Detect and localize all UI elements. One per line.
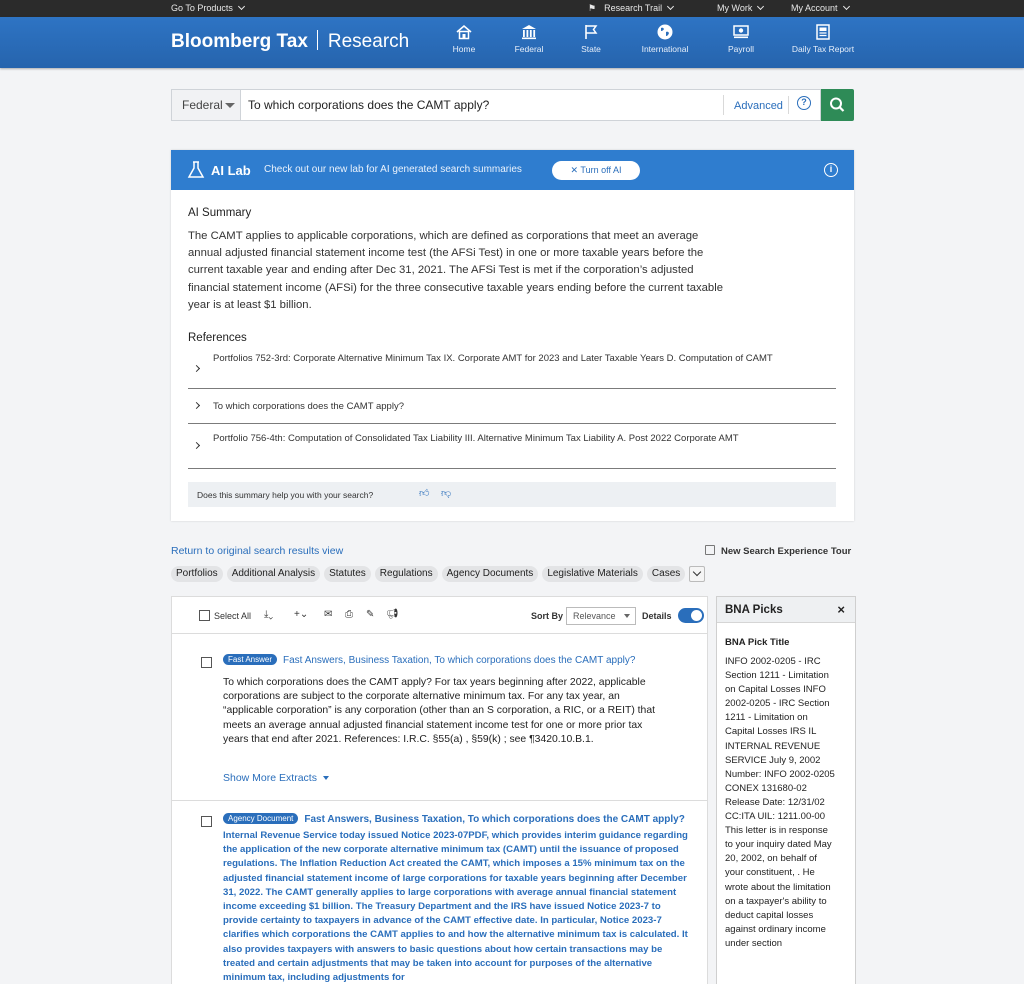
return-to-results-link[interactable]: Return to original search results view: [171, 545, 344, 557]
my-account-label: My Account: [791, 3, 838, 13]
bna-pick-body: INFO 2002-0205 - IRC Section 1211 - Limitation on Capital Losses INFO 2002-0205 - IRC Section 1211 - Limitation on Capital Losses IRS IL INTERNAL REVENUE SERVICE July 9, 2002 Number: INFO 2002-0205 CONEX 131680-02 Release Date: 12/31/02 CC:ITA UIL: 1211.00-00 This letter is in response to your inquiry dated May 20, 2002, on behalf of your constituent, . He wrote about the limitation on a taxpayer's ability to deduct capital losses against ordinary income under section: [725, 656, 835, 949]
filter-chip-additional-analysis[interactable]: Additional Analysis: [227, 566, 320, 582]
details-toggle[interactable]: [678, 608, 704, 623]
nav-state[interactable]: [578, 23, 604, 54]
edit-icon[interactable]: ✎: [366, 609, 375, 620]
show-more-label: Show More Extracts: [223, 772, 317, 784]
result-title-text: Fast Answers, Business Taxation, To which corporations does the CAMT apply?: [283, 655, 636, 666]
nav-payroll-label: Payroll: [728, 44, 754, 54]
caret-down-icon: [323, 776, 329, 780]
print-icon[interactable]: ⎙: [345, 609, 353, 620]
nav-federal-label: Federal: [514, 44, 544, 54]
result-title[interactable]: [223, 813, 685, 825]
newspaper-icon: [814, 23, 832, 41]
result-title[interactable]: [223, 654, 635, 666]
ai-summary-text: The CAMT applies to applicable corporations, which are defined as corporations that meet an average annual adjusted financial statement income test (the AFSi Test) in one or more taxable years before the current taxable year and ending after Dec 31, 2021. The AFSi Test is met if the corporation’s adjusted financial statement income (AFSi) for the three consecutive taxable years ending before the current taxable year is at least $1 billion.: [188, 230, 724, 311]
main-header: [0, 17, 1024, 68]
brand-logo[interactable]: [171, 30, 409, 53]
result-type-badge: Fast Answer: [223, 654, 277, 665]
flag-icon: ⚑: [588, 3, 597, 13]
result-type-badge: Agency Document: [223, 813, 298, 824]
advanced-search-link[interactable]: Advanced: [723, 95, 783, 115]
caret-down-icon: [624, 614, 630, 618]
reference-label: Portfolio 756-4th: Computation of Consolidated Tax Liability III. Alternative Minimum Tax Liability A. Post 2022 Corporate AMT: [213, 433, 739, 444]
home-icon: [455, 23, 473, 41]
sort-value: Relevance: [573, 611, 616, 621]
references-heading: References: [188, 332, 247, 344]
nav-state-label: State: [581, 44, 601, 54]
utility-bar: [0, 0, 1024, 17]
search-scope-dropdown[interactable]: [172, 90, 241, 120]
tour-label: New Search Experience Tour: [721, 546, 852, 557]
result-checkbox[interactable]: [201, 816, 212, 827]
download-icon[interactable]: ⤓⌄: [264, 609, 274, 620]
nav-federal[interactable]: [510, 23, 548, 54]
ai-lab-title: AI Lab: [211, 163, 251, 178]
go-to-products-menu[interactable]: [171, 3, 244, 13]
show-more-extracts-link[interactable]: [223, 772, 329, 784]
chevron-down-icon: [842, 3, 849, 10]
filter-chip-agency-documents[interactable]: Agency Documents: [442, 566, 539, 582]
reference-item[interactable]: [188, 389, 836, 424]
chevron-down-icon: [757, 3, 764, 10]
ai-lab-message: Check out our new lab for AI generated search summaries: [264, 164, 522, 175]
select-all-label: Select All: [214, 611, 252, 621]
result-extract: To which corporations does the CAMT apply? For tax years beginning after 2022, applicable corporations are subject to the corporate alternative minimum tax. For any tax year, an “applicable corporation” is any corporation (other than an S corporation, a RIC, or a REIT) that meets an average annual adjusted financial statement income test for one or more prior tax years that end after 2021. References: I.R.C. §55(a) , §59(k) ; see ¶3420.10.B.1.: [223, 677, 656, 745]
more-filters-button[interactable]: [689, 566, 705, 582]
nav-international[interactable]: [636, 23, 694, 54]
filter-chip-statutes[interactable]: Statutes: [324, 566, 371, 582]
alert-icon[interactable]: 📢︎: [386, 609, 399, 620]
my-work-menu[interactable]: [717, 3, 763, 13]
search-input[interactable]: To which corporations does the CAMT apply?: [248, 98, 490, 112]
chevron-down-icon: [667, 3, 674, 10]
chevron-down-icon: [238, 3, 245, 10]
bna-picks-header: [717, 597, 855, 623]
results-toolbar: [172, 597, 707, 634]
result-checkbox[interactable]: [201, 657, 212, 668]
nav-international-label: International: [641, 44, 689, 54]
ai-summary-panel: [171, 150, 854, 521]
nav-payroll[interactable]: [724, 23, 758, 54]
sort-by-label: Sort By: [531, 611, 564, 621]
search-icon: [821, 89, 854, 121]
info-icon[interactable]: i: [824, 163, 838, 177]
filter-chip-legislative-materials[interactable]: Legislative Materials: [542, 566, 643, 582]
summary-feedback-bar: [188, 482, 836, 507]
filter-chip-portfolios[interactable]: Portfolios: [171, 566, 223, 582]
turn-off-ai-button[interactable]: ✕ Turn off AI: [552, 161, 640, 180]
my-work-label: My Work: [717, 3, 753, 13]
result-item: [172, 654, 707, 804]
filter-chip-cases[interactable]: Cases: [647, 566, 685, 582]
filter-chip-regulations[interactable]: Regulations: [375, 566, 438, 582]
brand-separator: [317, 30, 318, 50]
payroll-icon: [732, 23, 750, 41]
brand-name: Bloomberg Tax: [171, 31, 308, 52]
search-scope-value: Federal: [182, 98, 223, 112]
federal-building-icon: [520, 23, 538, 41]
ai-lab-header: [171, 150, 854, 190]
bna-picks-panel: [716, 596, 856, 984]
result-item: [172, 813, 707, 984]
flag-icon: [582, 23, 600, 41]
go-to-products-label: Go To Products: [171, 3, 233, 13]
my-account-menu[interactable]: [791, 3, 849, 13]
nav-daily-tax-report[interactable]: [789, 23, 857, 54]
nav-home-label: Home: [452, 44, 476, 54]
flask-icon: [186, 160, 206, 180]
nav-home[interactable]: [450, 23, 478, 54]
tour-icon: [705, 545, 715, 555]
select-all-checkbox[interactable]: [199, 610, 251, 621]
thumbs-down-icon[interactable]: 👎︎: [441, 488, 452, 499]
search-button[interactable]: [821, 89, 854, 121]
bna-picks-title: BNA Picks: [725, 604, 783, 616]
reference-label: To which corporations does the CAMT apply?: [213, 401, 404, 412]
checkbox: [199, 610, 210, 621]
feedback-question: Does this summary help you with your search?: [197, 490, 374, 500]
help-icon: ?: [797, 96, 811, 110]
reference-label: Portfolios 752-3rd: Corporate Alternative Minimum Tax IX. Corporate AMT for 2023 and Later Taxable Years D. Computation of CAMT: [213, 353, 773, 364]
research-trail-menu[interactable]: [588, 3, 673, 14]
result-extract[interactable]: Internal Revenue Service today issued Notice 2023-07PDF, which provides interim guidance regarding the application of the new corporate alternative minimum tax (CAMT) until the issuance of proposed regulations. The Inflation Reduction Act created the CAMT, which imposes a 15% minimum tax on the adjusted financial statement income of large corporations for taxable years beginning after December 31, 2022. The CAMT generally applies to large corporations with average annual financial statement income exceeding $1 billion. The Treasury Department and the IRS have issued Notice 2023-7 to provide certainty to taxpayers in advance of the CAMT effective date. In particular, Notice 2023-7 clarifies which corporations the CAMT applies to and how the alternative minimum tax is calculated. It also provides taxpayers with answers to basic questions about how certain transactions may be treated and certain adjustments that may be taken into account for purposes of the alternative minimum tax, including adjustments for: [223, 830, 688, 984]
reference-item[interactable]: [188, 350, 836, 389]
search-tour-link[interactable]: [705, 545, 851, 557]
content-type-filters: [171, 566, 705, 582]
reference-item[interactable]: [188, 424, 836, 469]
sort-select[interactable]: [566, 607, 636, 625]
caret-down-icon: [225, 103, 235, 108]
brand-section: Research: [327, 31, 410, 52]
email-icon[interactable]: ✉: [324, 609, 333, 620]
details-label: Details: [642, 611, 672, 621]
bna-pick-title[interactable]: BNA Pick Title: [725, 637, 790, 648]
chevron-right-icon: [193, 365, 200, 372]
result-divider: [172, 800, 707, 801]
close-icon[interactable]: ×: [837, 602, 845, 617]
globe-icon: [656, 23, 674, 41]
result-title-text: Fast Answers, Business Taxation, To which corporations does the CAMT apply?: [304, 814, 685, 825]
nav-daily-tax-report-label: Daily Tax Report: [791, 44, 855, 54]
ai-summary-heading: AI Summary: [188, 207, 252, 219]
thumbs-up-icon[interactable]: 👍︎: [419, 488, 430, 499]
search-help-button[interactable]: [788, 96, 811, 114]
search-bar: [171, 89, 821, 121]
add-icon[interactable]: +⌄: [294, 609, 309, 620]
results-panel: [171, 596, 708, 984]
research-trail-label: Research Trail: [604, 3, 663, 13]
